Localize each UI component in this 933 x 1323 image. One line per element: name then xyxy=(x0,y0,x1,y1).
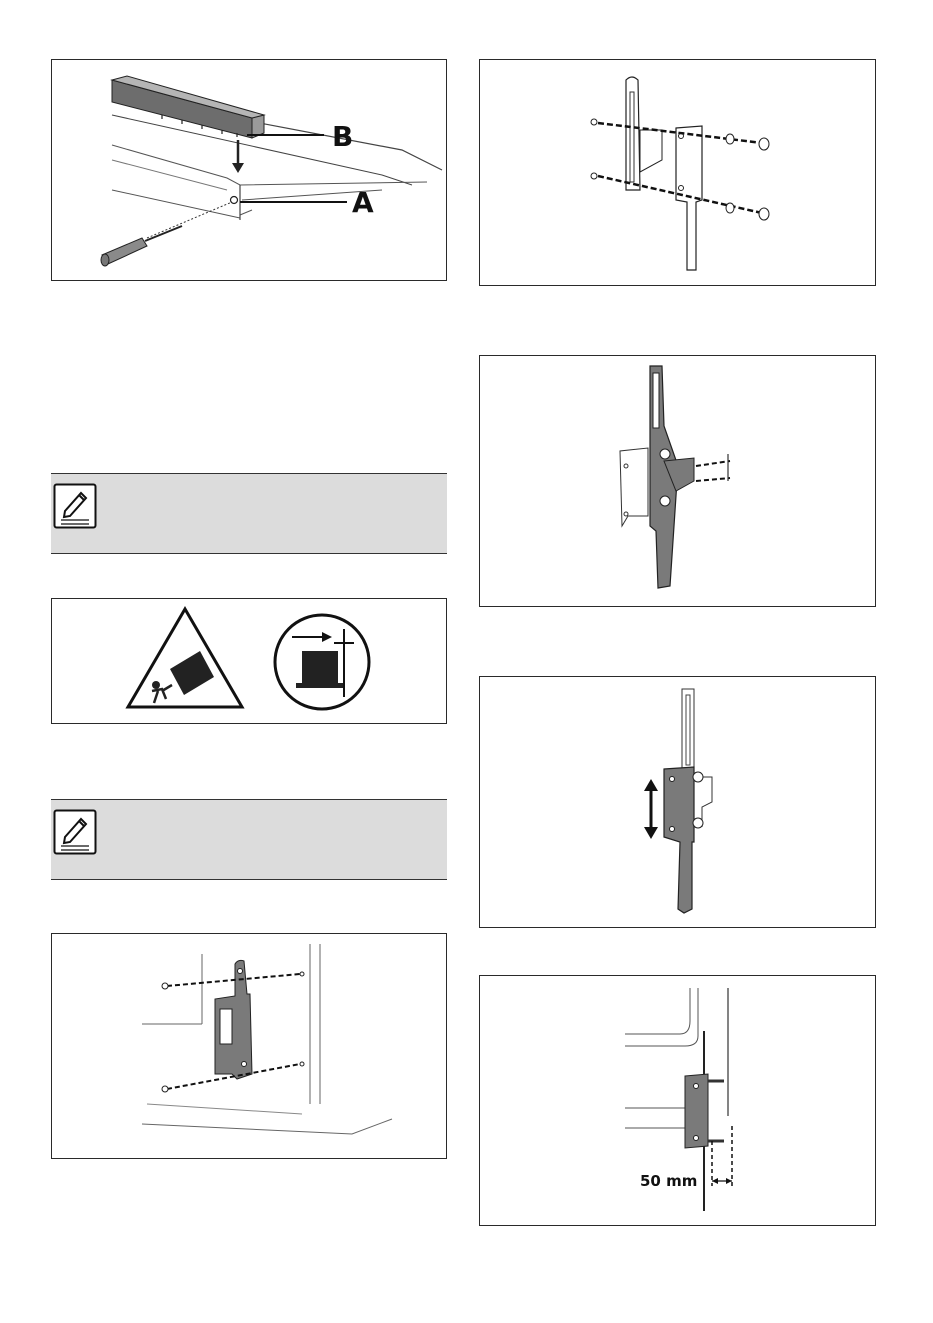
note-box-2 xyxy=(51,799,447,880)
pencil-note-icon xyxy=(53,809,97,855)
figure-bracket-exploded xyxy=(479,59,876,286)
figure-bracket-distance xyxy=(479,975,876,1226)
figure-bracket-height-adjust xyxy=(479,676,876,928)
dimension-label-50mm: 50 mm xyxy=(640,1172,698,1190)
figure-tip-over-warning xyxy=(51,598,447,724)
figure-bracket-assembled xyxy=(479,355,876,607)
figure-1-plinth-fixing xyxy=(51,59,447,281)
anti-tilt-bracket-icon xyxy=(275,615,369,709)
label-b: B xyxy=(332,120,354,153)
note-box-1 xyxy=(51,473,447,554)
up-down-arrow-icon xyxy=(644,779,658,839)
pencil-note-icon xyxy=(53,483,97,529)
figure-bracket-on-oven-side xyxy=(51,933,447,1159)
label-a: A xyxy=(352,186,374,219)
tip-over-warning-icon xyxy=(128,609,242,707)
